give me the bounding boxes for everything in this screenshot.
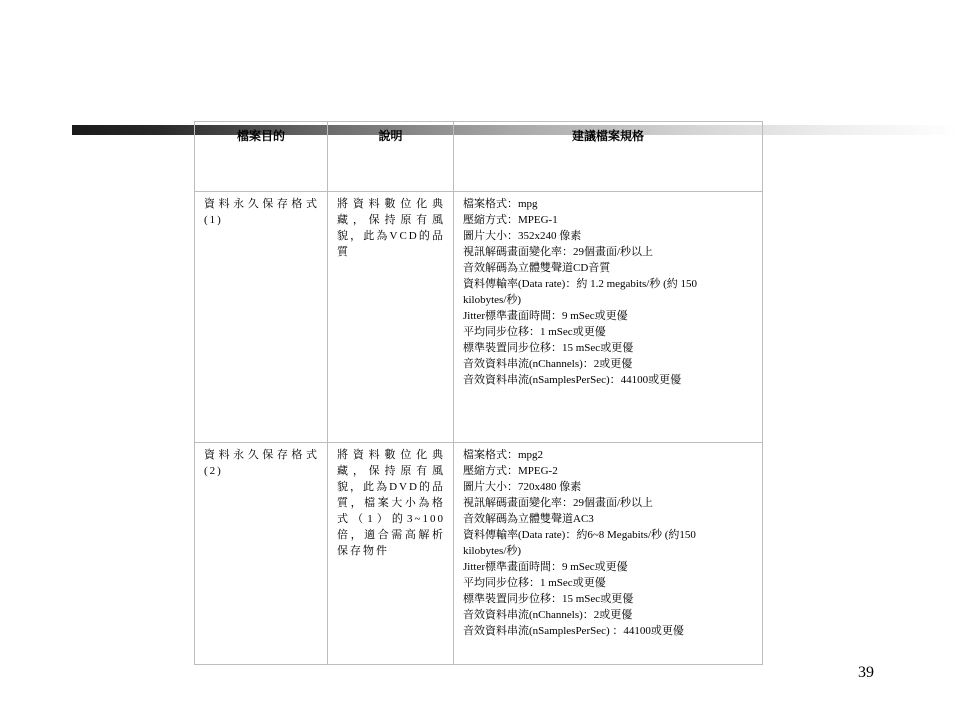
- spec-line: 壓縮方式：MPEG-1: [463, 214, 558, 226]
- spec-line: 資料傳輸率(Data rate)：約 1.2 megabits/秒 (約 150: [463, 278, 698, 290]
- spec-line: 檔案格式：mpg: [463, 198, 538, 210]
- spec-line: 音效資料串流(nChannels)：2或更優: [463, 358, 633, 370]
- spec-line: 圖片大小：720x480 像素: [463, 481, 582, 493]
- row2-spec: [454, 443, 763, 665]
- row1-purpose: 資料永久保存格式(1): [195, 192, 328, 443]
- spec-line: 音效資料串流(nSamplesPerSec)：44100或更優: [463, 374, 682, 386]
- spec-line: Jitter標準畫面時間：9 mSec或更優: [463, 561, 628, 573]
- row1-description: 將資料數位化典藏，保持原有風貌，此為VCD的品質: [328, 192, 454, 443]
- spec-line: 音效資料串流(nChannels)：2或更優: [463, 609, 633, 621]
- spec-line: 標準裝置同步位移：15 mSec或更優: [463, 593, 634, 605]
- row2-purpose: 資料永久保存格式(2): [195, 443, 328, 665]
- spec-line: 音效解碼為立體雙聲道AC3: [463, 513, 594, 525]
- table-header-row: [195, 122, 763, 192]
- row1-spec: [454, 192, 763, 443]
- spec-line: Jitter標準畫面時間：9 mSec或更優: [463, 310, 628, 322]
- table-row: [195, 443, 763, 665]
- header-spec: 建議檔案規格: [454, 122, 763, 192]
- spec-line: kilobytes/秒): [463, 545, 522, 557]
- spec-line: kilobytes/秒): [463, 294, 522, 306]
- spec-table: [194, 121, 763, 665]
- spec-line: 標準裝置同步位移：15 mSec或更優: [463, 342, 634, 354]
- page-number: 39: [858, 664, 874, 681]
- table-row: [195, 192, 763, 443]
- spec-line: 檔案格式：mpg2: [463, 449, 544, 461]
- spec-line: 平均同步位移：1 mSec或更優: [463, 577, 606, 589]
- spec-line: 平均同步位移：1 mSec或更優: [463, 326, 606, 338]
- spec-line: 圖片大小：352x240 像素: [463, 230, 582, 242]
- spec-line: 視訊解碼畫面變化率：29個畫面/秒以上: [463, 497, 654, 509]
- header-purpose: 檔案目的: [195, 122, 328, 192]
- spec-line: 資料傳輸率(Data rate)：約6~8 Megabits/秒 (約150: [463, 529, 696, 541]
- header-description: 說明: [328, 122, 454, 192]
- spec-line: 音效資料串流(nSamplesPerSec) ：44100或更優: [463, 625, 684, 637]
- spec-line: 壓縮方式：MPEG-2: [463, 465, 558, 477]
- spec-line: 視訊解碼畫面變化率：29個畫面/秒以上: [463, 246, 654, 258]
- row2-description: 將資料數位化典藏，保持原有風貌，此為DVD的品質，檔案大小為格式（1）的3~100倍，適合需高解析保存物件: [328, 443, 454, 665]
- spec-line: 音效解碼為立體雙聲道CD音質: [463, 262, 611, 274]
